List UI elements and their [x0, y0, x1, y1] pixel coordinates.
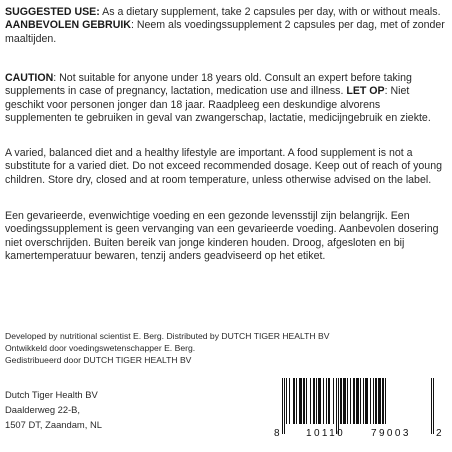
barcode-bar	[316, 378, 317, 424]
barcode-bar	[306, 378, 307, 424]
barcode-guard-bar	[338, 378, 339, 434]
barcode-bar	[340, 378, 342, 424]
barcode-bar	[289, 378, 290, 424]
aanbevolen-gebruik-text: : Neem als voedingssupplement 2 capsules per dag, met of zonder maaltijden.	[5, 19, 445, 45]
distributor-line-nl: Gedistribueerd door DUTCH TIGER HEALTH BV	[5, 355, 192, 366]
barcode-bar	[318, 378, 321, 424]
caution-paragraph	[5, 72, 447, 126]
barcode-bar	[326, 378, 327, 424]
barcode-bar	[328, 378, 330, 424]
barcode-bar	[313, 378, 315, 424]
ean-barcode	[270, 378, 446, 438]
barcode-bar	[360, 378, 361, 424]
barcode-bar	[375, 378, 377, 424]
barcode-bar	[365, 378, 368, 424]
barcode-bar	[333, 378, 334, 424]
developer-line-en: Developed by nutritional scientist E. Berg. Distributed by DUTCH TIGER HEALTH BV	[5, 331, 330, 341]
barcode-bar	[347, 378, 348, 424]
barcode-guard-bar	[282, 378, 283, 434]
barcode-digit-check: 2	[436, 428, 442, 438]
barcode-bar	[370, 378, 371, 424]
barcode-guard-bar	[431, 378, 432, 434]
suggested-use-label: SUGGESTED USE:	[5, 6, 100, 18]
advice-dutch-paragraph: Een gevarieerde, evenwichtige voeding en een gezonde levensstijl zijn belangrijk. Een voedingssupplement is geen vervanging van een gevarieerde voeding. Aanbevolen dosering niet overschrijden. Buiten bereik van jonge kinderen houden. Droog, afgesloten en bij kamertemperatuur bewaren, tenzij anders geadviseerd op het etiket.	[5, 210, 439, 263]
let-op-label: LET OP	[346, 85, 385, 98]
caution-label: CAUTION	[5, 72, 54, 84]
barcode-bars	[282, 378, 434, 434]
barcode-bar	[356, 378, 359, 424]
barcode-bar	[382, 378, 384, 424]
company-street: Daalderweg 22-B,	[5, 404, 81, 415]
barcode-bar	[385, 378, 386, 424]
barcode-digits-left: 10110	[306, 428, 346, 438]
barcode-guard-bar	[336, 378, 337, 434]
developer-line-nl: Ontwikkeld door voedingswetenschapper E. Berg.	[5, 343, 196, 354]
barcode-bar	[299, 378, 302, 424]
suggested-use-paragraph	[5, 6, 447, 46]
barcode-guard-bar	[433, 378, 434, 434]
barcode-digit-first: 8	[274, 428, 280, 438]
barcode-bar	[373, 378, 374, 424]
barcode-bar	[353, 378, 355, 424]
company-name: Dutch Tiger Health BV	[5, 389, 98, 400]
barcode-bar	[303, 378, 305, 424]
company-address	[5, 387, 102, 432]
developer-info	[5, 330, 329, 367]
suggested-use-text: As a dietary supplement, take 2 capsules per day, with or without meals.	[99, 6, 441, 18]
barcode-bar	[296, 378, 297, 424]
let-op-text: : Niet geschikt voor personen jonger dan 18 jaar. Raadpleeg een deskundige alvorens supplementen te gebruiken in geval van zwangerschap, lactatie, medicijngebruik en ziekte.	[5, 85, 431, 125]
barcode-bar	[350, 378, 351, 424]
barcode-guard-bar	[284, 378, 285, 434]
company-city: 1507 DT, Zaandam, NL	[5, 419, 102, 430]
barcode-bar	[323, 378, 324, 424]
barcode-bar	[286, 378, 287, 424]
barcode-bar	[363, 378, 364, 424]
aanbevolen-gebruik-label: AANBEVOLEN GEBRUIK	[5, 19, 131, 32]
barcode-digits-right: 79003	[371, 428, 411, 438]
barcode-bar	[293, 378, 295, 424]
advice-english-paragraph: A varied, balanced diet and a healthy lifestyle are important. A food supplement is not a substitute for a varied diet. Do not exceed recommended dosage. Keep out of reach of young children. Store dry, closed and at room temperature, unless otherwise advised on the label.	[5, 147, 442, 186]
barcode-bar	[310, 378, 311, 424]
barcode-bar	[343, 378, 346, 424]
caution-text: : Not suitable for anyone under 18 years old. Consult an expert before taking supplements in case of pregnancy, lactation, medication use and illness.	[5, 72, 412, 98]
barcode-bar	[378, 378, 381, 424]
